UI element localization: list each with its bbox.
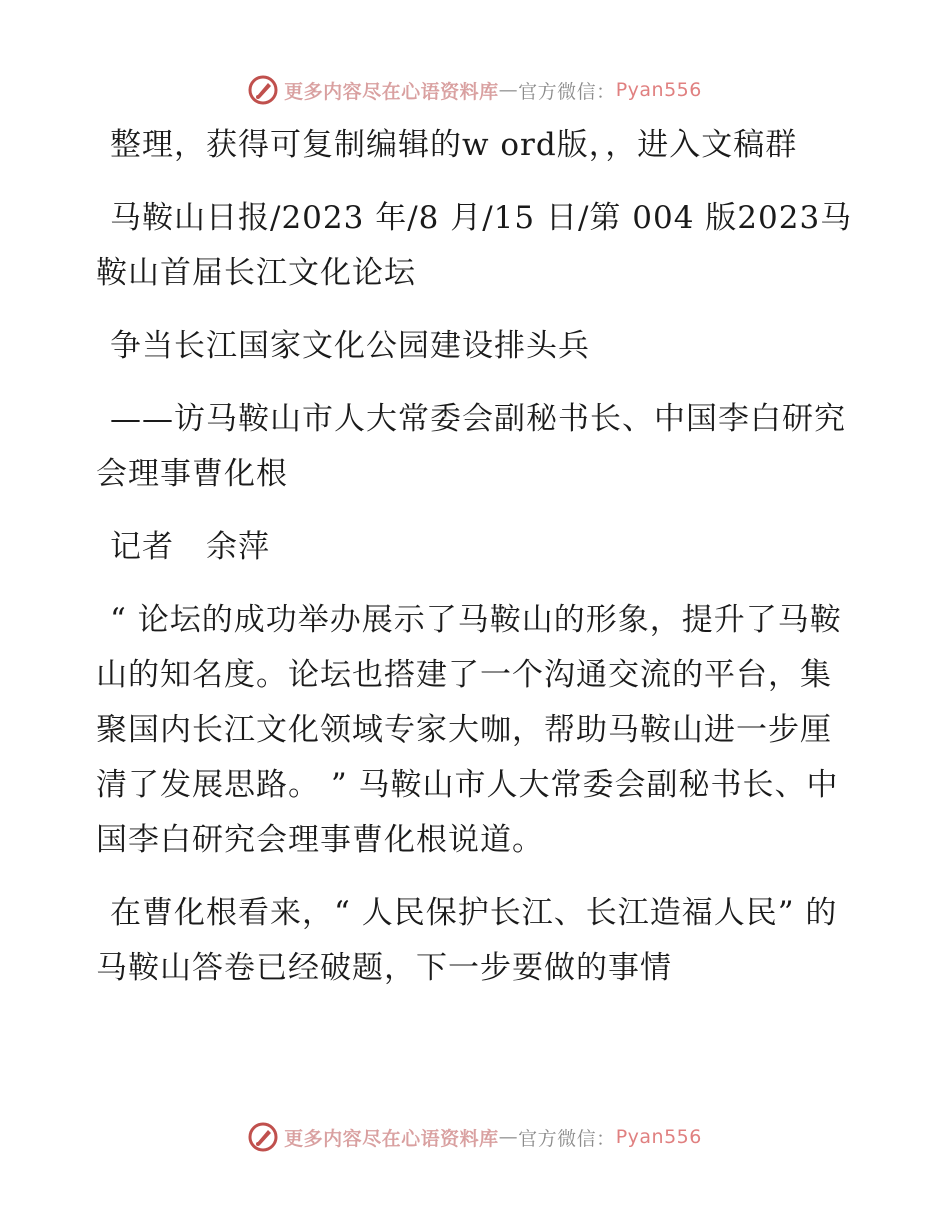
watermark-main-text: 更多内容尽在心语资料库 bbox=[284, 80, 499, 103]
watermark-separator: — bbox=[498, 1126, 519, 1148]
byline: 记者 余萍 bbox=[110, 529, 270, 565]
footer-watermark bbox=[0, 1122, 950, 1152]
watermark-contact-id: Pyan556 bbox=[615, 1126, 702, 1148]
pen-logo-icon bbox=[248, 1122, 278, 1152]
document-body bbox=[96, 118, 856, 1014]
watermark-contact-label: 官方微信： bbox=[518, 80, 616, 103]
source-line: 马鞍山日报/2023 年/8 月/15 日/第 004 版2023马鞍山首届长江文化论坛 bbox=[96, 200, 853, 291]
pen-logo-icon bbox=[248, 75, 278, 105]
body-paragraph: 在曹化根看来，“ 人民保护长江、长江造福人民” 的马鞍山答卷已经破题，下一步要做的事情 bbox=[96, 895, 838, 986]
watermark-contact-label: 官方微信： bbox=[518, 1127, 616, 1150]
article-subtitle: ——访马鞍山市人大常委会副秘书长、中国李白研究会理事曹化根 bbox=[96, 401, 846, 492]
intro-note: 整理，获得可复制编辑的w ord版，，进入文稿群 bbox=[110, 127, 798, 163]
watermark-contact-id: Pyan556 bbox=[615, 79, 702, 101]
header-watermark bbox=[0, 75, 950, 105]
article-title: 争当长江国家文化公园建设排头兵 bbox=[110, 328, 590, 364]
watermark-main-text: 更多内容尽在心语资料库 bbox=[284, 1127, 499, 1150]
body-paragraph: “ 论坛的成功举办展示了马鞍山的形象，提升了马鞍山的知名度。论坛也搭建了一个沟通交流的平台，集聚国内长江文化领域专家大咖，帮助马鞍山进一步厘清了发展思路。 ” 马鞍山市人大常委会副秘书长、中国李白研究会理事曹化根说道。 bbox=[96, 602, 842, 858]
watermark-separator: — bbox=[498, 79, 519, 101]
